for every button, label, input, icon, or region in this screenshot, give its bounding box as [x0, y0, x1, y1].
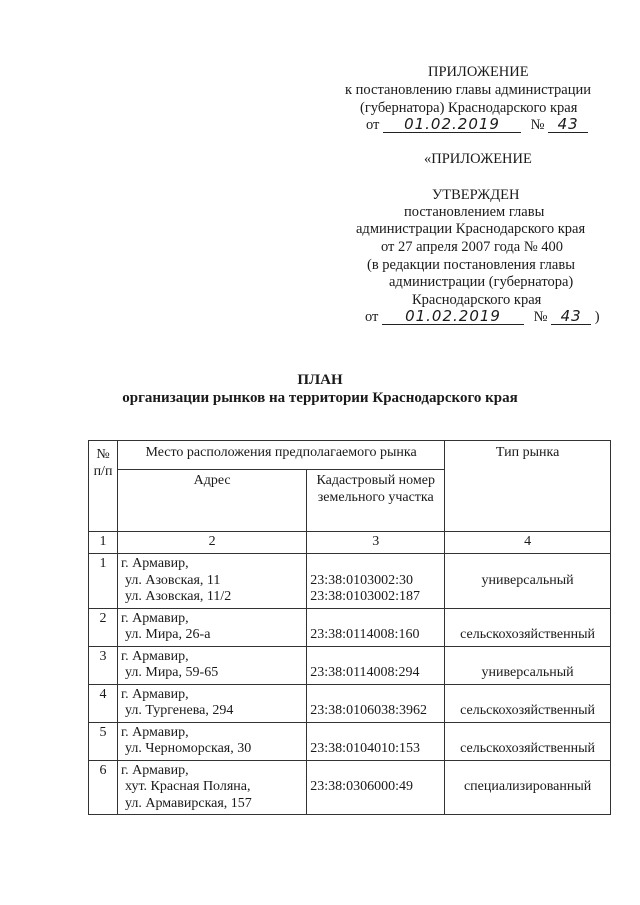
row-address: [118, 722, 307, 760]
header-appendix: ПРИЛОЖЕНИЕ: [428, 64, 529, 80]
row-cadastral: [307, 554, 445, 609]
row-num: 5: [89, 722, 118, 760]
cadastral-line: 23:38:0104010:153: [310, 741, 420, 756]
approved-date-value: 01.02.2019: [382, 308, 524, 325]
header-to-resolution: к постановлению главы администрации: [345, 82, 592, 98]
header-number-value: 43: [548, 116, 588, 133]
table-row: [89, 684, 611, 722]
table-header-row: [89, 441, 611, 470]
colnum-1: 1: [89, 532, 118, 554]
header-location: Место расположения предполагаемого рынка: [118, 441, 445, 470]
address-line: г. Армавир,: [121, 610, 189, 626]
approved-number-prefix: №: [533, 309, 548, 325]
cadastral-line: 23:38:0114008:160: [310, 627, 420, 642]
row-address: [118, 554, 307, 609]
plan-title: ПЛАН: [297, 372, 343, 388]
address-line: ул. Черноморская, 30: [125, 741, 252, 756]
address-line: ул. Армавирская, 157: [125, 795, 252, 811]
row-num: 4: [89, 684, 118, 722]
table-row: [89, 608, 611, 646]
address-line: г. Армавир,: [121, 686, 189, 702]
approved-number-value: 43: [551, 308, 591, 325]
address-line: ул. Мира, 26-а: [125, 627, 211, 642]
row-address: [118, 684, 307, 722]
header-address: Адрес: [118, 470, 307, 532]
header-type: Тип рынка: [445, 441, 611, 532]
table-row: [89, 554, 611, 609]
row-type: сельскохозяйственный: [445, 722, 611, 760]
approved-line3: от 27 апреля 2007 года № 400: [381, 239, 564, 255]
row-type: специализированный: [445, 760, 611, 815]
row-num: 1: [89, 554, 118, 609]
colnum-4: 4: [445, 532, 611, 554]
row-cadastral: [307, 684, 445, 722]
row-type: сельскохозяйственный: [445, 608, 611, 646]
header-number-prefix: №: [530, 117, 545, 133]
table-row: [89, 760, 611, 815]
address-line: хут. Красная Поляна,: [125, 779, 251, 794]
header-governor: (губернатора) Краснодарского края: [360, 100, 578, 116]
cadastral-line: 23:38:0114008:294: [310, 665, 420, 680]
row-num: 3: [89, 646, 118, 684]
row-cadastral: [307, 760, 445, 815]
approved-line1: постановлением главы: [404, 204, 545, 220]
row-num: 6: [89, 760, 118, 815]
markets-table: [88, 440, 611, 815]
approved-line6: Краснодарского края: [412, 292, 542, 308]
row-type: универсальный: [445, 554, 611, 609]
approved-date-line: [365, 308, 600, 326]
header-date-prefix: от: [366, 117, 380, 133]
table-row: [89, 722, 611, 760]
row-address: [118, 646, 307, 684]
row-cadastral: [307, 608, 445, 646]
header-date-line: [366, 116, 588, 134]
approved-line5: администрации (губернатора): [389, 274, 574, 290]
address-line: ул. Тургенева, 294: [125, 703, 234, 718]
row-num: 2: [89, 608, 118, 646]
address-line: г. Армавир,: [121, 762, 189, 778]
address-line: г. Армавир,: [121, 556, 189, 571]
row-address: [118, 760, 307, 815]
address-line: ул. Азовская, 11: [125, 572, 221, 588]
plan-subtitle: организации рынков на территории Краснодарского края: [122, 390, 518, 406]
address-line: ул. Мира, 59-65: [125, 665, 219, 680]
colnum-2: 2: [118, 532, 307, 554]
cadastral-line: 23:38:0106038:3962: [310, 703, 427, 718]
table-row: [89, 646, 611, 684]
address-line: г. Армавир,: [121, 724, 189, 740]
header-date-value: 01.02.2019: [383, 116, 521, 133]
address-line: ул. Азовская, 11/2: [125, 589, 232, 604]
header-cadastral: Кадастровый номер земельного участка: [307, 470, 445, 532]
cadastral-line: 23:38:0306000:49: [310, 779, 413, 794]
approved-date-prefix: от: [365, 309, 379, 325]
table-colnum-row: [89, 532, 611, 554]
row-address: [118, 608, 307, 646]
colnum-3: 3: [307, 532, 445, 554]
header-num-label: № п/п: [93, 447, 113, 479]
address-line: г. Армавир,: [121, 648, 189, 664]
approved-line4: (в редакции постановления главы: [367, 257, 575, 273]
approved-closing: ): [594, 309, 600, 325]
cadastral-line: 23:38:0103002:187: [310, 589, 420, 604]
row-type: сельскохозяйственный: [445, 684, 611, 722]
approved-appendix: «ПРИЛОЖЕНИЕ: [424, 151, 532, 167]
approved-line2: администрации Краснодарского края: [356, 221, 586, 237]
row-cadastral: [307, 646, 445, 684]
row-cadastral: [307, 722, 445, 760]
header-num: [89, 441, 118, 532]
cadastral-line: 23:38:0103002:30: [310, 572, 413, 588]
row-type: универсальный: [445, 646, 611, 684]
approved-label: УТВЕРЖДЕН: [432, 187, 520, 203]
